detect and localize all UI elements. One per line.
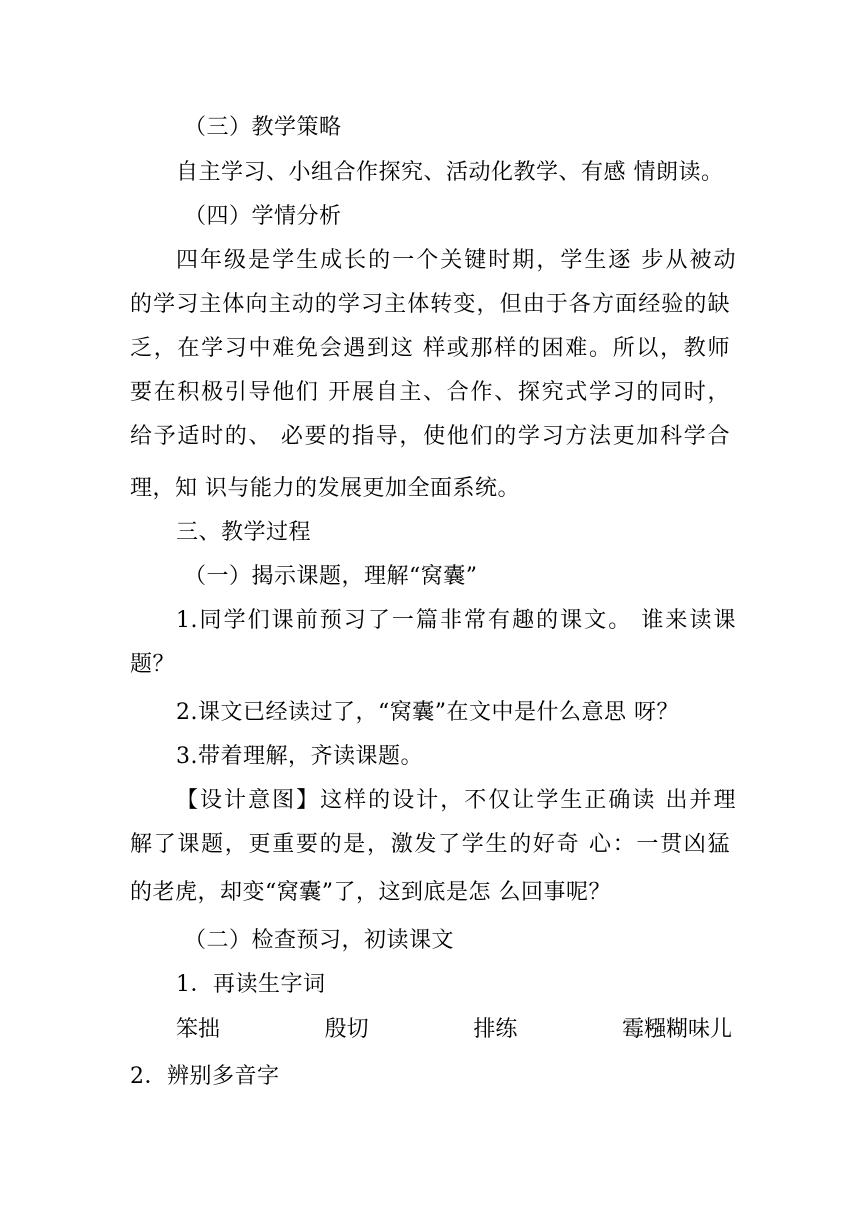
vocabulary-word: 霉糨糊味儿 xyxy=(621,1017,732,1042)
paragraph-line: 给予适时的、 必要的指导，使他们的学习方法更加科学合 xyxy=(130,424,730,449)
design-intent-line: 【设计意图】这样的设计，不仅让学生正确读 出并理 xyxy=(176,788,736,813)
vocabulary-word: 笨拙 xyxy=(176,1017,221,1042)
heading-teaching-process: 三、教学过程 xyxy=(176,520,312,545)
list-item: 2．辨别多音字 xyxy=(130,1064,280,1089)
paragraph-line: 乏，在学习中难免会遇到这 样或那样的困难。所以，教师 xyxy=(130,336,730,361)
heading-reveal-topic: （一）揭示课题，理解“窝囊” xyxy=(184,564,478,589)
paragraph-line: 理，知 识与能力的发展更加全面系统。 xyxy=(130,476,520,501)
paragraph-line: 的学习主体向主动的学习主体转变，但由于各方面经验的缺 xyxy=(130,292,730,317)
vocabulary-word: 排练 xyxy=(473,1017,518,1042)
vocabulary-word: 殷切 xyxy=(324,1017,369,1042)
paragraph-line: 四年级是学生成长的一个关键时期，学生逐 步从被动 xyxy=(176,248,736,273)
list-item: 2.课文已经读过了，“窝囊”在文中是什么意思 呀？ xyxy=(176,700,679,725)
list-item: 3.带着理解，齐读课题。 xyxy=(176,744,423,769)
heading-teaching-strategy: （三）教学策略 xyxy=(184,115,342,140)
paragraph-line: 要在积极引导他们 开展自主、合作、探究式学习的同时， xyxy=(130,380,730,405)
heading-check-preview: （二）检查预习，初读课文 xyxy=(184,928,455,953)
list-item-continued: 题？ xyxy=(130,652,176,677)
paragraph-strategy: 自主学习、小组合作探究、活动化教学、有感 情朗读。 xyxy=(176,160,724,185)
vocabulary-row xyxy=(176,1015,732,1045)
list-item: 1．再读生字词 xyxy=(176,972,326,997)
heading-learning-analysis: （四）学情分析 xyxy=(184,204,342,229)
list-item: 1.同学们课前预习了一篇非常有趣的课文。 谁来读课 xyxy=(176,608,736,633)
design-intent-line: 解了课题，更重要的是，激发了学生的好奇 心：一贯凶猛 xyxy=(130,832,730,857)
design-intent-line: 的老虎，却变“窝囊”了，这到底是怎 么回事呢？ xyxy=(130,880,611,905)
